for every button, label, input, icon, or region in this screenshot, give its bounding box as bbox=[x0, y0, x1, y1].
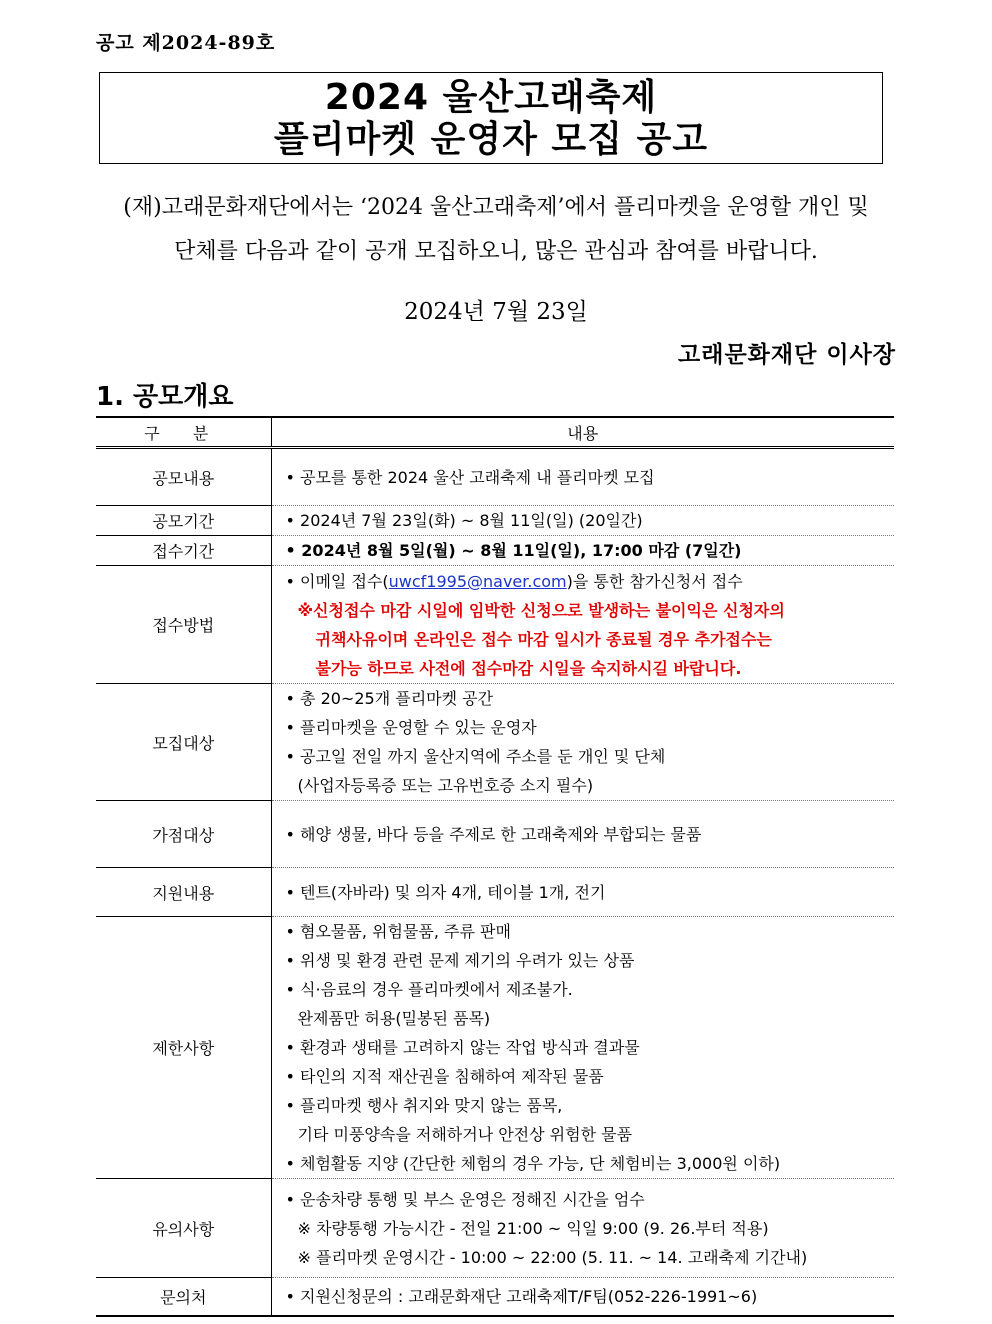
row-label: 공모기간 bbox=[96, 506, 271, 536]
title-line-2: 플리마켓 운영자 모집 공고 bbox=[273, 119, 709, 160]
warning-line: 귀책사유이며 온라인은 접수 마감 일시가 종료될 경우 추가접수는 bbox=[315, 629, 772, 649]
row-line: • 총 20~25개 플리마켓 공간 bbox=[285, 689, 494, 708]
row-line: (사업자등록증 또는 고유번호증 소지 필수) bbox=[297, 776, 594, 795]
row-label: 가점대상 bbox=[96, 801, 271, 868]
notice-date: 2024년 7월 23일 bbox=[404, 299, 588, 325]
table-row bbox=[96, 1278, 894, 1316]
email-line: • 이메일 접수(uwcf1995@naver.com)을 통한 참가신청서 접수 bbox=[285, 571, 743, 591]
row-line: ※ 차량통행 가능시간 - 전일 21:00 ~ 익일 9:00 (9. 26.부터 적용) bbox=[297, 1218, 769, 1238]
row-line: • 2024년 7월 23일(화) ~ 8월 11일(일) (20일간) bbox=[285, 511, 643, 530]
row-line: • 식·음료의 경우 플리마켓에서 제조불가. bbox=[285, 980, 573, 999]
row-label: 접수방법 bbox=[96, 566, 271, 684]
row-label: 유의사항 bbox=[96, 1179, 271, 1278]
row-line: 완제품만 허용(밀봉된 품목) bbox=[297, 1009, 491, 1028]
table-row bbox=[96, 868, 894, 917]
table-row bbox=[96, 506, 894, 536]
row-line: • 플리마켓을 운영할 수 있는 운영자 bbox=[285, 718, 537, 737]
row-line: • 해양 생물, 바다 등을 주제로 한 고래축제와 부합되는 물품 bbox=[285, 824, 702, 844]
title-line-1: 2024 울산고래축제 bbox=[324, 77, 658, 118]
table-row bbox=[96, 801, 894, 868]
row-label: 공모내용 bbox=[96, 448, 271, 506]
header-category: 구 분 bbox=[96, 417, 271, 448]
row-line: • 2024년 8월 5일(월) ~ 8월 11일(일), 17:00 마감 (7일간) bbox=[285, 541, 742, 560]
warning-line: ※신청접수 마감 시일에 임박한 신청으로 발생하는 불이익은 신청자의 bbox=[297, 600, 785, 620]
row-label: 모집대상 bbox=[96, 684, 271, 801]
header-content: 내용 bbox=[271, 417, 894, 448]
row-line: • 타인의 지적 재산권을 침해하여 제작된 물품 bbox=[285, 1067, 604, 1086]
table-header-row bbox=[96, 417, 894, 448]
title-box bbox=[99, 72, 883, 164]
row-line: 기타 미풍양속을 저해하거나 안전상 위험한 물품 bbox=[297, 1125, 633, 1144]
row-line: • 공모를 통한 2024 울산 고래축제 내 플리마켓 모집 bbox=[285, 467, 655, 487]
notice-number: 공고 제2024-89호 bbox=[96, 32, 276, 54]
email-link[interactable]: uwcf1995@naver.com bbox=[388, 571, 567, 591]
row-line: • 공고일 전일 까지 울산지역에 주소를 둔 개인 및 단체 bbox=[285, 747, 666, 766]
intro-line-1: (재)고래문화재단에서는 ‘2024 울산고래축제’에서 플리마켓을 운영할 개인 및 bbox=[123, 195, 869, 220]
row-line: • 환경과 생태를 고려하지 않는 작업 방식과 결과물 bbox=[285, 1038, 640, 1057]
signer: 고래문화재단 이사장 bbox=[678, 342, 896, 368]
intro-line-2: 단체를 다음과 같이 공개 모집하오니, 많은 관심과 참여를 바랍니다. bbox=[174, 239, 818, 264]
row-line: • 플리마켓 행사 취지와 맞지 않는 품목, bbox=[285, 1096, 563, 1115]
table-row bbox=[96, 1179, 894, 1278]
warning-line: 불가능 하므로 사전에 접수마감 시일을 숙지하시길 바랍니다. bbox=[315, 658, 742, 678]
table-row bbox=[96, 448, 894, 506]
row-label: 제한사항 bbox=[96, 917, 271, 1179]
row-line: • 텐트(자바라) 및 의자 4개, 테이블 1개, 전기 bbox=[285, 882, 606, 902]
table-row bbox=[96, 566, 894, 684]
section-title: 1. 공모개요 bbox=[96, 382, 234, 412]
overview-table bbox=[96, 416, 894, 1317]
table-row bbox=[96, 536, 894, 566]
row-label: 접수기간 bbox=[96, 536, 271, 566]
table-row bbox=[96, 684, 894, 801]
row-label: 지원내용 bbox=[96, 868, 271, 917]
row-line: • 지원신청문의 : 고래문화재단 고래축제T/F팀(052-226-1991~6) bbox=[285, 1286, 758, 1306]
row-line: • 운송차량 통행 및 부스 운영은 정해진 시간을 엄수 bbox=[285, 1189, 645, 1209]
row-line: • 위생 및 환경 관련 문제 제기의 우려가 있는 상품 bbox=[285, 951, 635, 970]
row-line: • 혐오물품, 위험물품, 주류 판매 bbox=[285, 922, 511, 941]
row-line: ※ 플리마켓 운영시간 - 10:00 ~ 22:00 (5. 11. ~ 14. 고래축제 기간내) bbox=[297, 1247, 808, 1267]
row-line: • 체험활동 지양 (간단한 체험의 경우 가능, 단 체험비는 3,000원 이하) bbox=[285, 1154, 781, 1173]
row-label: 문의처 bbox=[96, 1278, 271, 1316]
table-row bbox=[96, 917, 894, 1179]
